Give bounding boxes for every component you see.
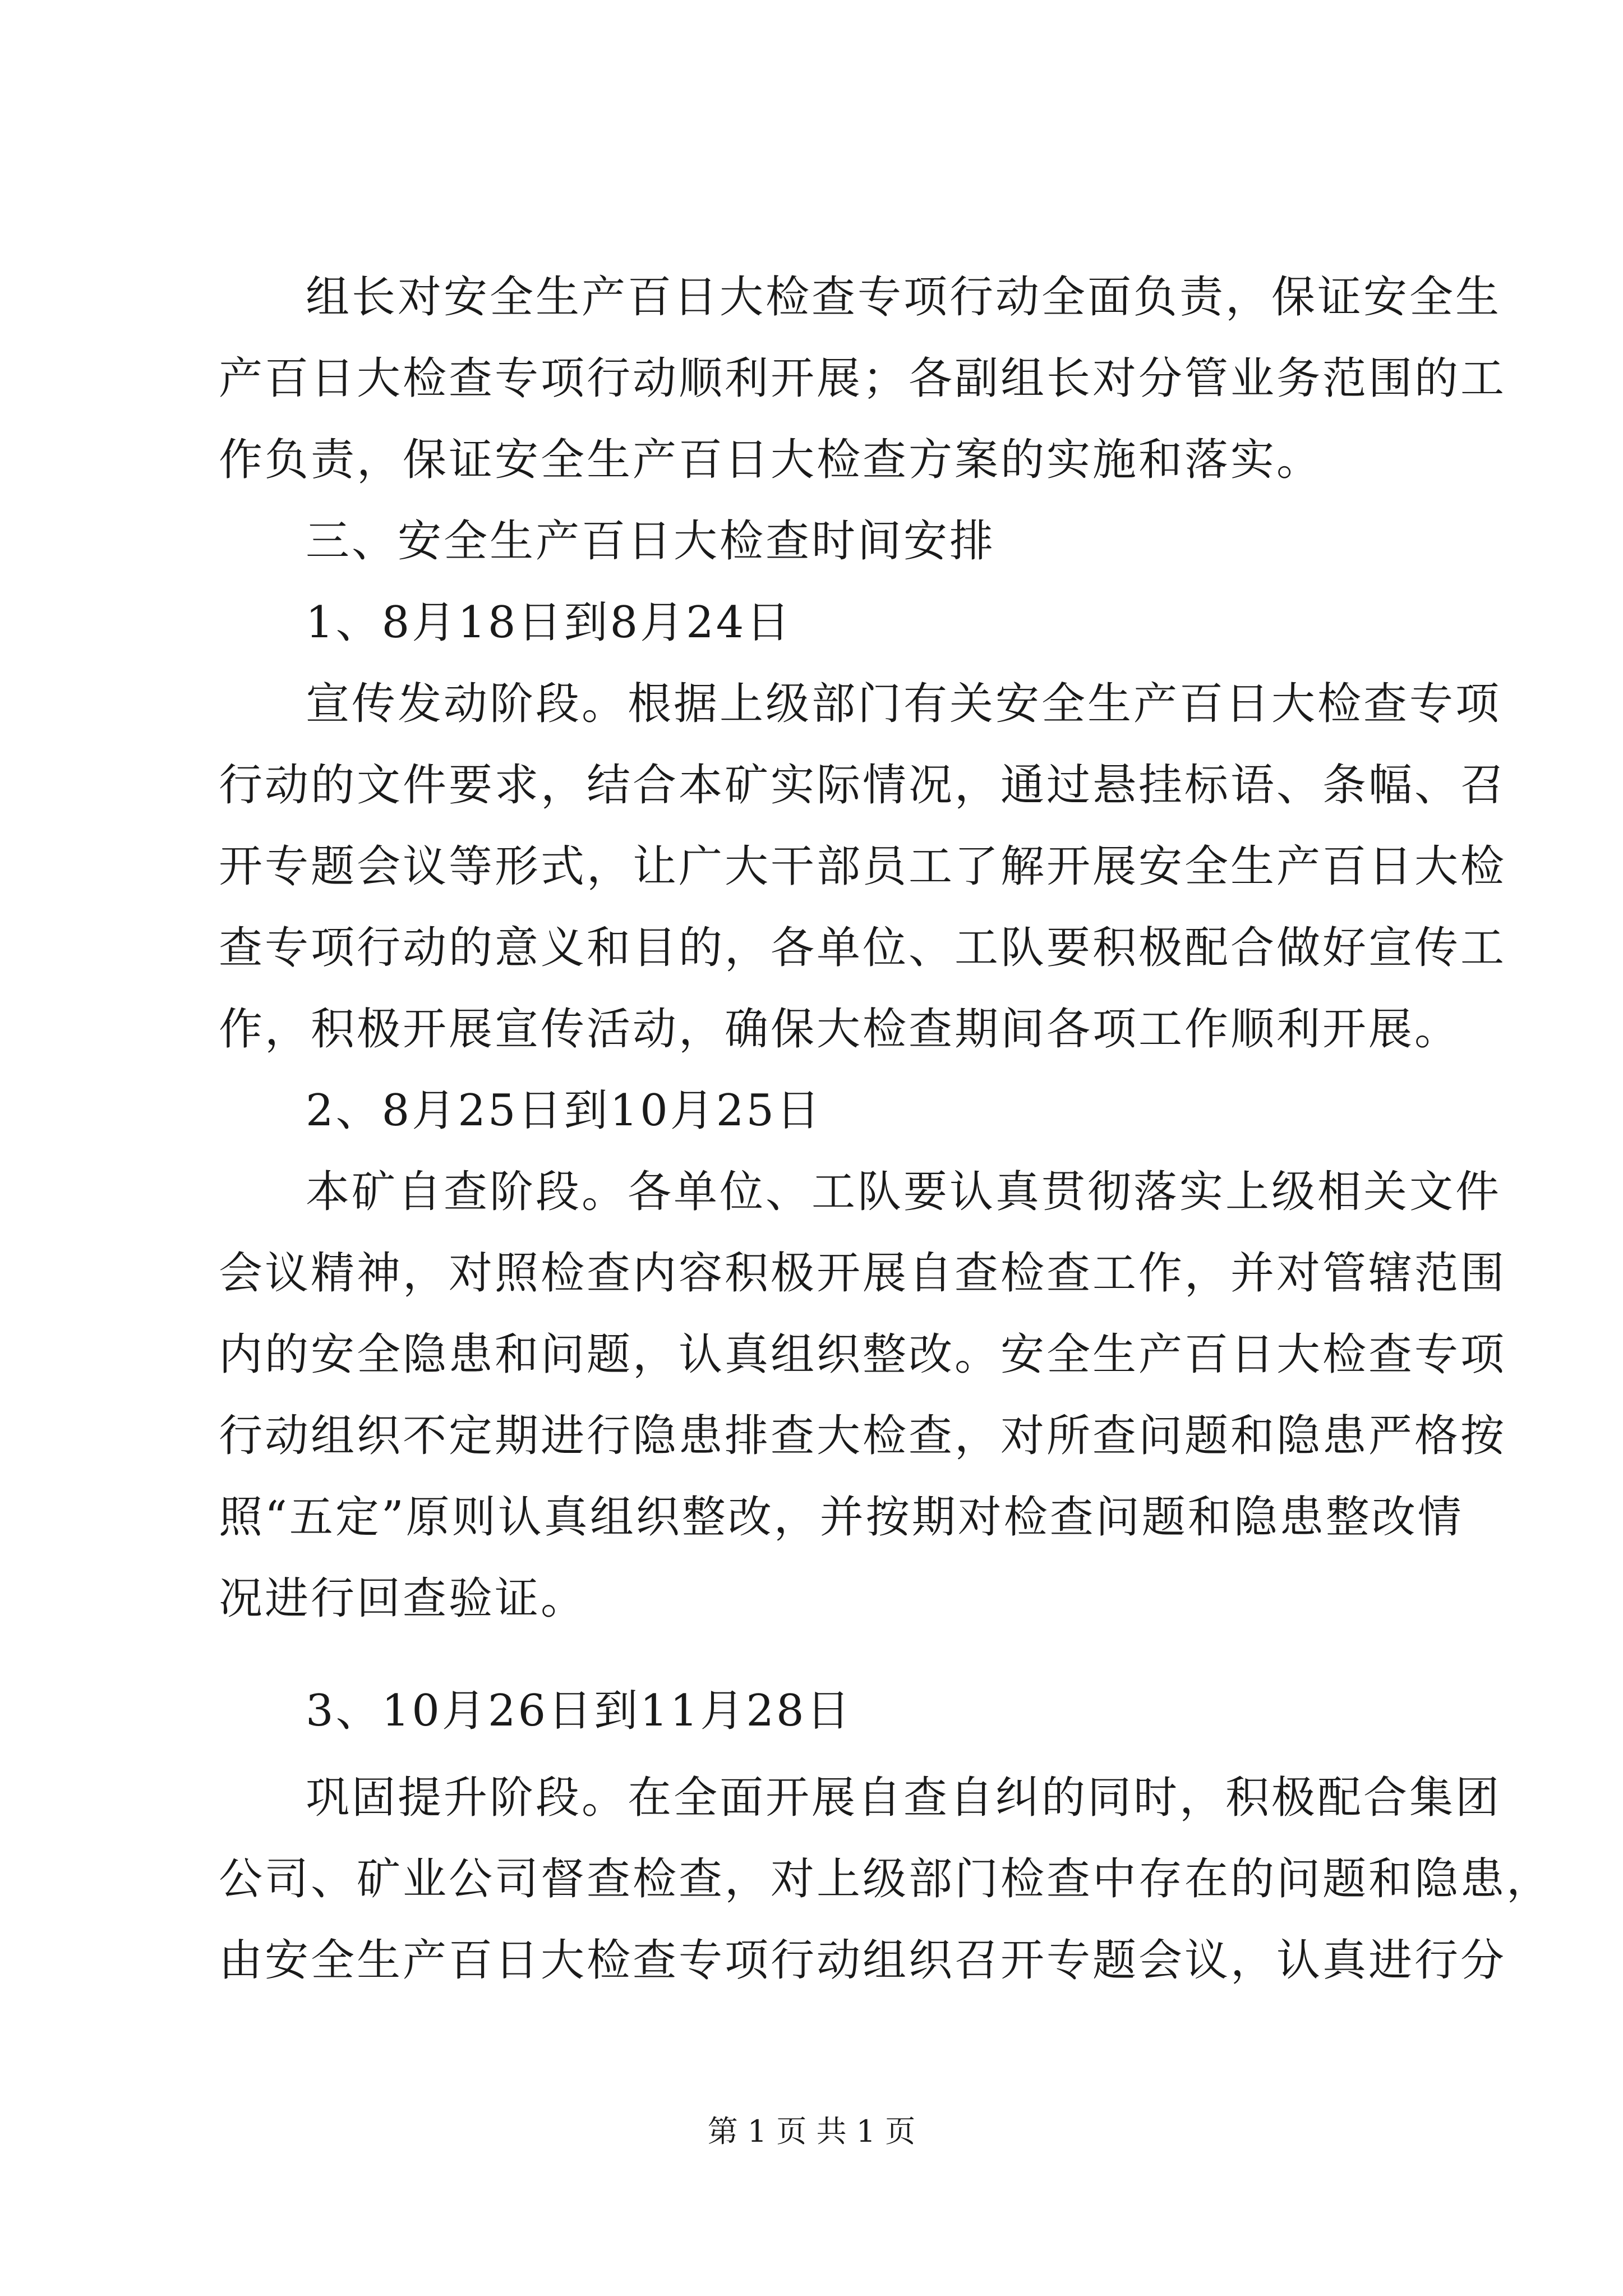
- schedule-item-heading: 2、8月25日到10月25日: [306, 1085, 823, 1136]
- paragraph-line: 本矿自查阶段。各单位、工队要认真贯彻落实上级相关文件: [306, 1167, 1502, 1217]
- paragraph-line: 行动的文件要求，结合本矿实际情况，通过悬挂标语、条幅、召: [219, 760, 1507, 811]
- paragraph-line: 内的安全隐患和问题，认真组织整改。安全生产百日大检查专项: [219, 1329, 1507, 1380]
- schedule-item-heading: 1、8月18日到8月24日: [306, 597, 792, 648]
- paragraph-line: 照“五定”原则认真组织整改，并按期对检查问题和隐患整改情: [219, 1492, 1464, 1543]
- paragraph-line: 作，积极开展宣传活动，确保大检查期间各项工作顺利开展。: [219, 1004, 1461, 1055]
- paragraph-line: 由安全生产百日大检查专项行动组织召开专题会议，认真进行分: [219, 1935, 1507, 1986]
- paragraph-line: 作负责，保证安全生产百日大检查方案的实施和落实。: [219, 435, 1323, 485]
- paragraph-line: 组长对安全生产百日大检查专项行动全面负责，保证安全生: [306, 272, 1502, 323]
- paragraph-line: 宣传发动阶段。根据上级部门有关安全生产百日大检查专项: [306, 679, 1502, 729]
- page-footer: 第 1 页 共 1 页: [707, 2114, 916, 2149]
- paragraph-line: 况进行回查验证。: [219, 1573, 587, 1624]
- paragraph-line: 会议精神，对照检查内容积极开展自查检查工作，并对管辖范围: [219, 1248, 1507, 1299]
- schedule-item-heading: 3、10月26日到11月28日: [306, 1686, 852, 1736]
- section-heading: 三、安全生产百日大检查时间安排: [306, 516, 996, 567]
- paragraph-line: 公司、矿业公司督查检查，对上级部门检查中存在的问题和隐患，: [219, 1854, 1553, 1904]
- paragraph-line: 巩固提升阶段。在全面开展自查自纠的同时，积极配合集团: [306, 1773, 1502, 1823]
- paragraph-line: 行动组织不定期进行隐患排查大检查，对所查问题和隐患严格按: [219, 1411, 1507, 1461]
- paragraph-line: 查专项行动的意义和目的，各单位、工队要积极配合做好宣传工: [219, 923, 1507, 973]
- paragraph-line: 开专题会议等形式，让广大干部员工了解开展安全生产百日大检: [219, 841, 1507, 892]
- paragraph-line: 产百日大检查专项行动顺利开展；各副组长对分管业务范围的工: [219, 353, 1507, 404]
